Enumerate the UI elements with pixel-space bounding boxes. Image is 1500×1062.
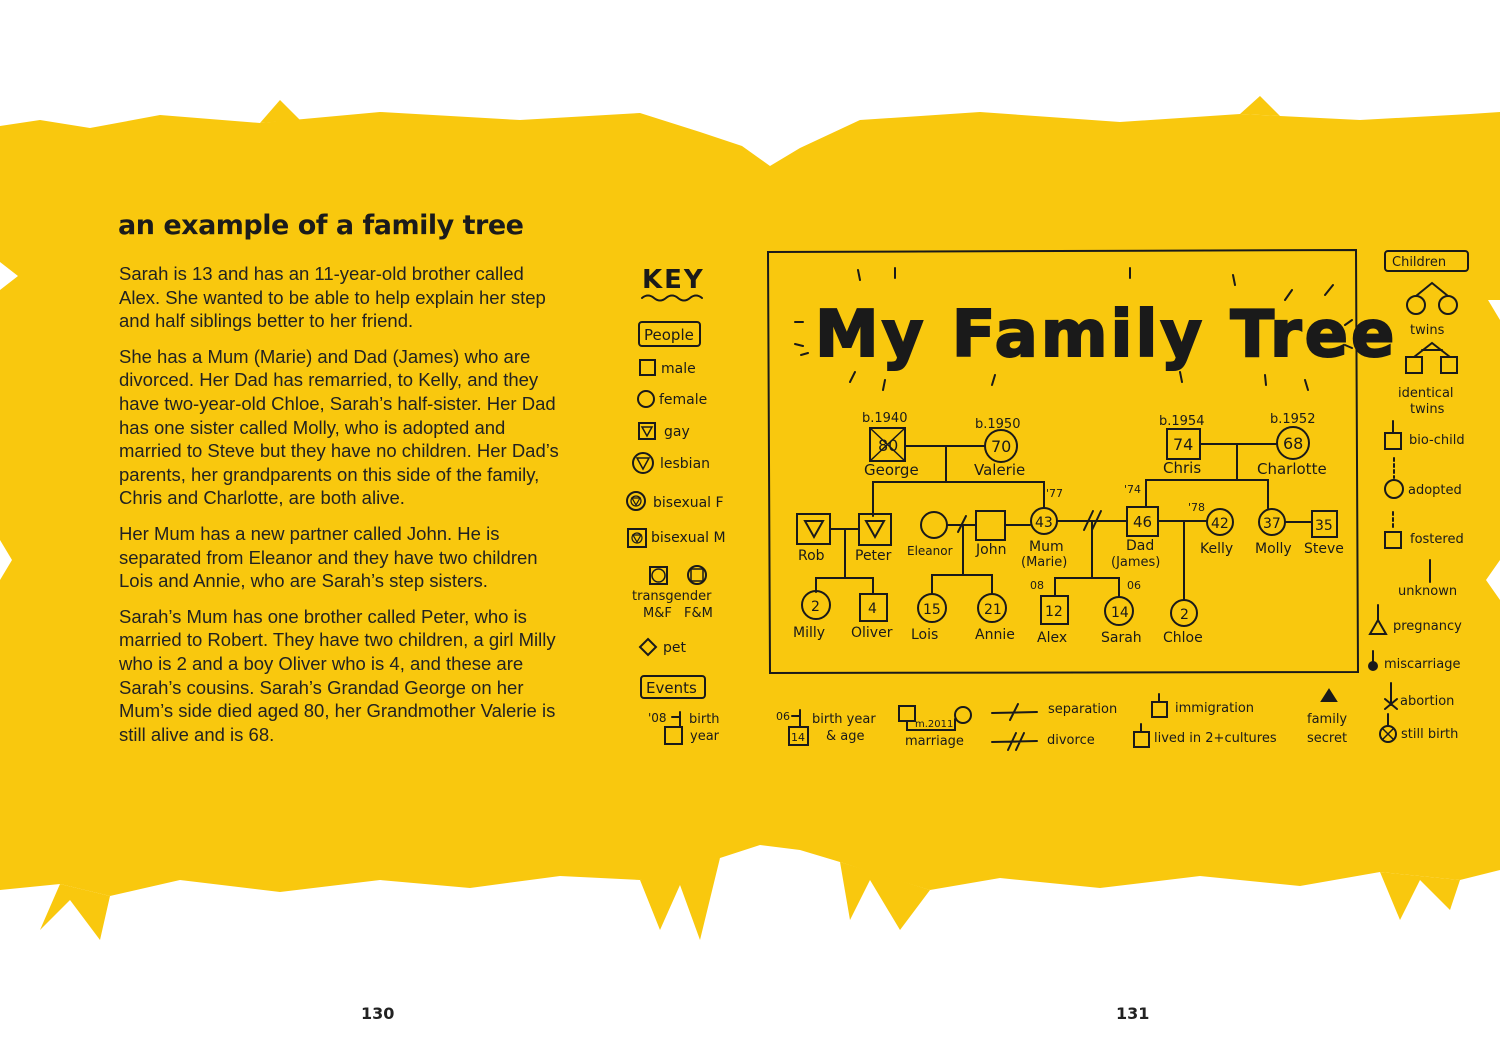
key-lesbian-label: lesbian <box>660 456 711 472</box>
legend-family-label: family <box>1307 712 1348 727</box>
mum-year: '77 <box>1046 487 1064 500</box>
tree-title: My Family Tree <box>815 298 1398 372</box>
annie-age: 21 <box>984 602 1002 618</box>
chloe-name: Chloe <box>1163 630 1203 646</box>
paragraph: She has a Mum (Marie) and Dad (James) who are divorced. Her Dad has remarried, to Kelly, and they have two-year-old Chloe, Sarah’s half-sister. Her Dad has one sister called Molly, who is adopted and married to Steve but they have no children. Her Dad’s parents, her grandparents on this side of the family, Chris and Charlotte, are both alive. <box>119 345 559 509</box>
legend-birth-age-sample: 14 <box>791 731 805 744</box>
key-title: KEY <box>642 265 705 295</box>
peter-name: Peter <box>855 548 892 564</box>
miscarriage-label: miscarriage <box>1384 657 1461 672</box>
dad-name: Dad <box>1126 538 1155 554</box>
milly-name: Milly <box>793 625 826 641</box>
george-born: b.1940 <box>862 411 908 426</box>
legend-birth-year-label: birth year <box>812 712 876 727</box>
valerie-born: b.1950 <box>975 417 1021 432</box>
molly-name: Molly <box>1255 541 1292 557</box>
alex-age: 12 <box>1045 604 1063 620</box>
chris-name: Chris <box>1163 459 1202 477</box>
key-female-label: female <box>659 392 708 408</box>
key-pet-label: pet <box>663 640 686 656</box>
alex-year: 08 <box>1030 579 1044 592</box>
charlotte-born: b.1952 <box>1270 412 1316 427</box>
oliver-name: Oliver <box>851 625 893 641</box>
chris-age: 74 <box>1173 435 1194 454</box>
sarah-name: Sarah <box>1101 630 1142 646</box>
annie-name: Annie <box>975 627 1015 643</box>
legend-secret-label: secret <box>1307 731 1348 746</box>
dad-name-2: (James) <box>1111 555 1161 570</box>
key-bisexual-f-label: bisexual F <box>653 495 724 511</box>
pregnancy-label: pregnancy <box>1393 619 1462 634</box>
body-text <box>119 262 559 758</box>
oliver-age: 4 <box>868 601 877 617</box>
rob-name: Rob <box>798 548 825 564</box>
page-number-left: 130 <box>361 1004 395 1023</box>
sarah-age: 14 <box>1111 605 1129 621</box>
mum-name-2: (Marie) <box>1021 555 1068 570</box>
key-transgender-label: transgender <box>632 589 712 604</box>
key-gay-label: gay <box>664 424 690 440</box>
key-year-label: year <box>690 729 720 744</box>
kelly-age: 42 <box>1211 516 1229 532</box>
legend-marriage-label: marriage <box>905 734 964 749</box>
paint-splash <box>1380 872 1460 920</box>
alex-name: Alex <box>1037 630 1068 646</box>
kelly-year: '78 <box>1188 501 1206 514</box>
adopted-label: adopted <box>1408 483 1462 498</box>
molly-age: 37 <box>1263 516 1281 532</box>
steve-age: 35 <box>1315 518 1333 534</box>
chloe-age: 2 <box>1180 607 1189 623</box>
key-bisexual-m-label: bisexual M <box>651 530 726 546</box>
children-label: Children <box>1392 255 1447 270</box>
people-label: People <box>644 326 694 344</box>
identical-twins-label: twins <box>1410 402 1445 417</box>
legend-cultures-label: lived in 2+cultures <box>1154 731 1277 746</box>
chris-born: b.1954 <box>1159 414 1205 429</box>
paint-splash <box>260 100 300 123</box>
dad-year: '74 <box>1124 483 1142 496</box>
page-heading: an example of a family tree <box>118 210 524 241</box>
legend-immigration-label: immigration <box>1175 701 1255 716</box>
legend-marriage-sample: m.2011 <box>915 719 954 730</box>
lois-name: Lois <box>911 627 939 643</box>
sarah-year: 06 <box>1127 579 1141 592</box>
george-name: George <box>864 461 919 479</box>
abortion-label: abortion <box>1400 694 1455 709</box>
lois-age: 15 <box>923 602 941 618</box>
paragraph: Sarah’s Mum has one brother called Peter, who is married to Robert. They have two children, a girl Milly who is 2 and a boy Oliver who is 4, and these are Sarah’s cousins. Sarah’s Grandad George on her Mum’s side died aged 80, her Grandmother Valerie is still alive and is 68. <box>119 605 556 745</box>
paint-splash <box>1240 96 1280 116</box>
valerie-age: 70 <box>991 437 1012 456</box>
legend-separation-label: separation <box>1048 702 1118 717</box>
charlotte-age: 68 <box>1283 434 1304 453</box>
unknown-label: unknown <box>1398 584 1458 599</box>
key-birth-year-sample: '08 <box>648 711 667 725</box>
key-fm-label: F&M <box>684 606 713 621</box>
fostered-label: fostered <box>1410 532 1464 547</box>
key-birth-label: birth <box>689 712 720 727</box>
milly-age: 2 <box>811 599 820 615</box>
paragraph: Sarah is 13 and has an 11-year-old brother called Alex. She wanted to be able to help explain her step and half siblings better to her friend. <box>119 263 546 332</box>
john-name: John <box>976 542 1007 558</box>
bio-child-label: bio-child <box>1409 433 1465 448</box>
still-birth-label: still birth <box>1401 727 1459 742</box>
page-number-right: 131 <box>1116 1004 1150 1023</box>
paragraph: Her Mum has a new partner called John. He is separated from Eleanor and they have two children Lois and Annie, who are Sarah’s step sisters. <box>119 522 538 592</box>
eleanor-name: Eleanor <box>907 544 953 558</box>
george-age: 80 <box>878 436 899 455</box>
key-male-label: male <box>661 361 696 377</box>
legend-divorce-label: divorce <box>1047 733 1095 748</box>
mum-name: Mum <box>1029 539 1064 555</box>
key-mf-label: M&F <box>643 606 672 621</box>
legend-age-label: & age <box>826 729 865 744</box>
valerie-name: Valerie <box>974 461 1026 479</box>
steve-name: Steve <box>1304 541 1344 557</box>
mum-age: 43 <box>1035 515 1053 531</box>
charlotte-name: Charlotte <box>1257 460 1327 478</box>
twins-label: twins <box>1410 323 1445 338</box>
dad-age: 46 <box>1133 513 1153 531</box>
legend-birth-year-sample: 06 <box>776 710 790 723</box>
kelly-name: Kelly <box>1200 541 1234 557</box>
identical-label: identical <box>1398 386 1454 401</box>
events-label: Events <box>646 679 697 697</box>
miscarriage-icon <box>1369 662 1377 670</box>
